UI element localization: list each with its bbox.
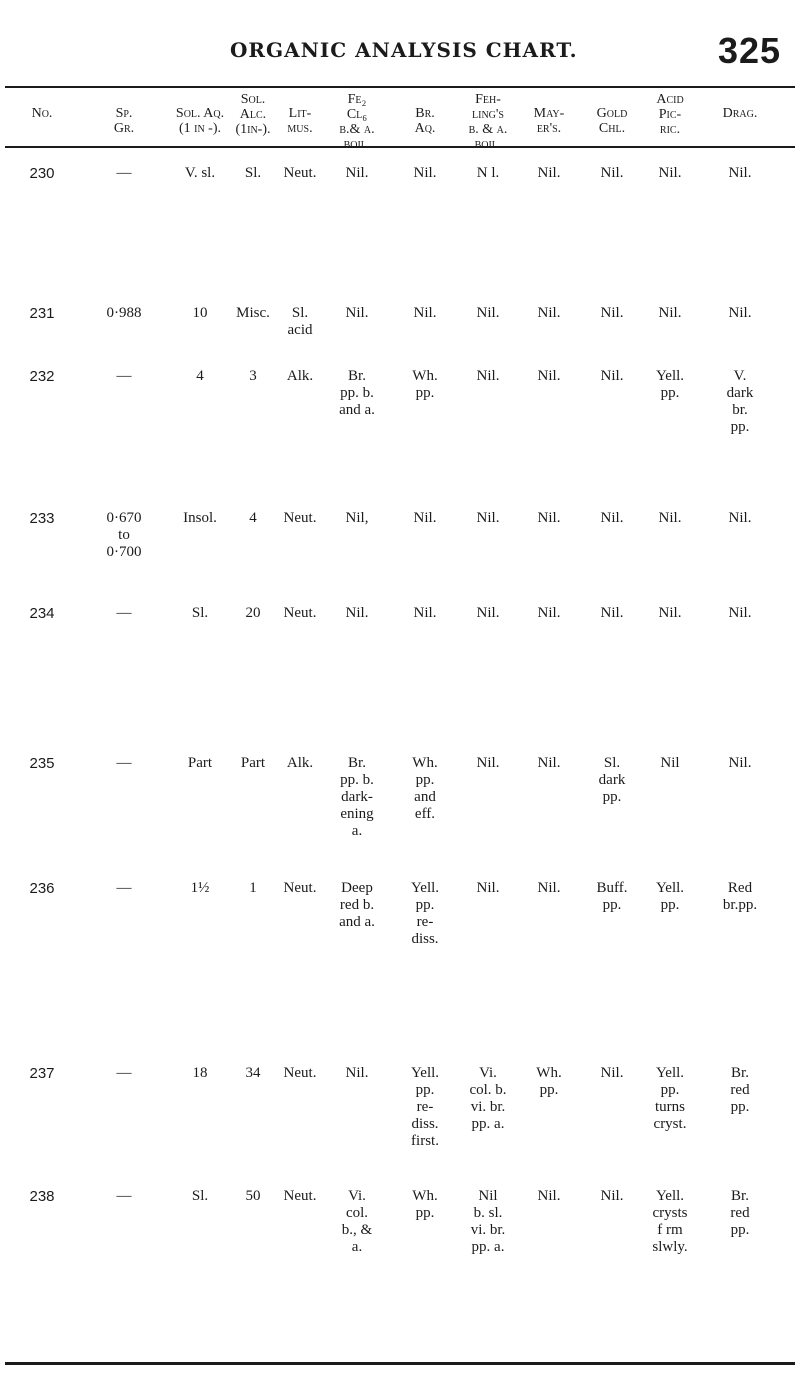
row-number: 230: [29, 165, 55, 182]
table-cell: —: [116, 1188, 132, 1204]
table-cell: Alk.: [286, 368, 314, 384]
table-cell: Sl.: [244, 165, 262, 181]
table-cell: Nil.: [537, 305, 561, 321]
table-cell: Yell. pp.: [655, 368, 685, 401]
column-header: Br. Aq.: [414, 106, 436, 136]
column-header: Drag.: [722, 106, 758, 121]
table-cell: Sl. acid: [287, 305, 313, 338]
table-cell: Neut.: [283, 1188, 317, 1204]
table-cell: Nil: [660, 755, 680, 771]
table-cell: —: [116, 368, 132, 384]
table-cell: Deep red b. and a.: [339, 880, 375, 930]
table-cell: Nil.: [658, 510, 682, 526]
table-cell: Nil.: [537, 1188, 561, 1204]
table-cell: 4: [249, 510, 257, 526]
row-number: 234: [29, 605, 55, 622]
table-cell: Nil.: [476, 368, 500, 384]
table-cell: 4: [196, 368, 204, 384]
table-cell: Yell. pp.: [655, 880, 685, 913]
table-cell: 1: [249, 880, 257, 896]
table-cell: Yell. pp. re- diss. first.: [410, 1065, 440, 1149]
header-rule: [5, 146, 795, 148]
table-cell: Nil.: [345, 605, 369, 621]
table-cell: Sl. dark pp.: [598, 755, 626, 805]
table-cell: Wh. pp.: [412, 1188, 438, 1221]
column-header: Feh- ling's b. & a. boil.: [468, 92, 508, 152]
table-cell: 34: [245, 1065, 261, 1081]
table-cell: Nil.: [345, 165, 369, 181]
table-cell: Nil.: [537, 165, 561, 181]
row-number: 235: [29, 755, 55, 772]
table-cell: Wh. pp.: [412, 368, 438, 401]
table-cell: —: [116, 755, 132, 771]
table-cell: Neut.: [283, 1065, 317, 1081]
row-number: 232: [29, 368, 55, 385]
table-cell: Sl.: [191, 1188, 209, 1204]
table-cell: Nil.: [537, 510, 561, 526]
bottom-rule: [5, 1362, 795, 1365]
table-cell: Br. red pp.: [730, 1065, 750, 1115]
column-header: Gold Chl.: [596, 106, 628, 136]
table-cell: —: [116, 605, 132, 621]
table-cell: Nil.: [600, 605, 624, 621]
table-cell: 18: [192, 1065, 208, 1081]
table-cell: Wh. pp.: [536, 1065, 562, 1098]
table-cell: Part: [187, 755, 213, 771]
table-cell: Br. pp. b. dark- ening a.: [340, 755, 374, 839]
table-cell: Nil.: [600, 510, 624, 526]
table-cell: Nil b. sl. vi. br. pp. a.: [470, 1188, 506, 1255]
column-header: Fe₂ Cl₆ b.& a. boil.: [339, 92, 375, 152]
table-cell: Nil.: [413, 305, 437, 321]
table-cell: Nil.: [345, 1065, 369, 1081]
table-cell: Part: [240, 755, 266, 771]
table-cell: —: [116, 880, 132, 896]
table-cell: Alk.: [286, 755, 314, 771]
column-header: No.: [31, 106, 53, 121]
page-header: [0, 30, 800, 70]
table-cell: Nil.: [345, 305, 369, 321]
table-cell: Buff. pp.: [596, 880, 628, 913]
table-cell: Nil.: [537, 880, 561, 896]
page-number: 325: [718, 30, 782, 71]
table-cell: Wh. pp. and eff.: [412, 755, 438, 822]
table-cell: Nil.: [600, 368, 624, 384]
table-cell: Nil.: [728, 605, 752, 621]
table-cell: Insol.: [183, 510, 217, 526]
table-cell: Neut.: [283, 605, 317, 621]
table-cell: Vi. col. b., & a.: [341, 1188, 373, 1255]
table-cell: Nil.: [600, 165, 624, 181]
table-cell: Br. red pp.: [730, 1188, 750, 1238]
top-rule: [5, 86, 795, 88]
table-cell: V. dark br. pp.: [726, 368, 754, 435]
table-cell: Red br.pp.: [722, 880, 758, 913]
table-cell: Sl.: [191, 605, 209, 621]
table-cell: 50: [245, 1188, 261, 1204]
table-cell: Nil.: [728, 510, 752, 526]
column-header: May- er's.: [533, 106, 565, 136]
table-cell: N l.: [476, 165, 500, 181]
table-cell: Nil.: [476, 755, 500, 771]
table-cell: Nil.: [658, 165, 682, 181]
table-cell: 3: [249, 368, 257, 384]
table-cell: 20: [245, 605, 261, 621]
table-cell: Neut.: [283, 880, 317, 896]
table-cell: Nil.: [413, 605, 437, 621]
table-cell: Nil.: [537, 605, 561, 621]
row-number: 238: [29, 1188, 55, 1205]
table-cell: Nil.: [728, 755, 752, 771]
table-cell: Nil.: [658, 605, 682, 621]
table-cell: Nil.: [476, 305, 500, 321]
row-number: 236: [29, 880, 55, 897]
page-title: ORGANIC ANALYSIS CHART.: [230, 38, 578, 62]
table-cell: Nil,: [345, 510, 369, 526]
table-cell: Nil.: [728, 305, 752, 321]
table-cell: Nil.: [600, 1188, 624, 1204]
row-number: 233: [29, 510, 55, 527]
table-cell: Br. pp. b. and a.: [339, 368, 375, 418]
table-cell: Nil.: [537, 368, 561, 384]
table-cell: Nil.: [476, 605, 500, 621]
table-cell: Nil.: [600, 305, 624, 321]
table-cell: Yell. pp. re- diss.: [410, 880, 440, 947]
row-number: 231: [29, 305, 55, 322]
table-cell: Misc.: [236, 305, 270, 321]
table-cell: V. sl.: [184, 165, 216, 181]
table-cell: Nil.: [476, 510, 500, 526]
column-header: Lit- mus.: [287, 106, 313, 136]
table-cell: 1½: [190, 880, 210, 896]
table-cell: Nil.: [658, 305, 682, 321]
table-cell: Nil.: [728, 165, 752, 181]
column-header: Sol. Aq. (1 in -).: [175, 106, 225, 136]
table-cell: Nil.: [413, 165, 437, 181]
table-cell: Nil.: [537, 755, 561, 771]
table-cell: Nil.: [600, 1065, 624, 1081]
row-number: 237: [29, 1065, 55, 1082]
table-cell: —: [116, 1065, 132, 1081]
column-header: Acid Pic- ric.: [656, 92, 684, 137]
table-cell: Nil.: [476, 880, 500, 896]
table-cell: 0·988: [106, 305, 142, 321]
table-cell: 10: [192, 305, 208, 321]
table-cell: —: [116, 165, 132, 181]
table-cell: Vi. col. b. vi. br. pp. a.: [469, 1065, 507, 1132]
table-cell: Nil.: [413, 510, 437, 526]
column-header: Sp. Gr.: [113, 106, 135, 136]
table-cell: Yell. pp. turns cryst.: [653, 1065, 687, 1132]
column-header: Sol. Alc. (1in-).: [235, 92, 271, 137]
table-cell: Neut.: [283, 165, 317, 181]
table-cell: 0·670 to 0·700: [106, 510, 142, 560]
table-cell: Neut.: [283, 510, 317, 526]
table-cell: Yell. crysts f rm slwly.: [652, 1188, 688, 1255]
